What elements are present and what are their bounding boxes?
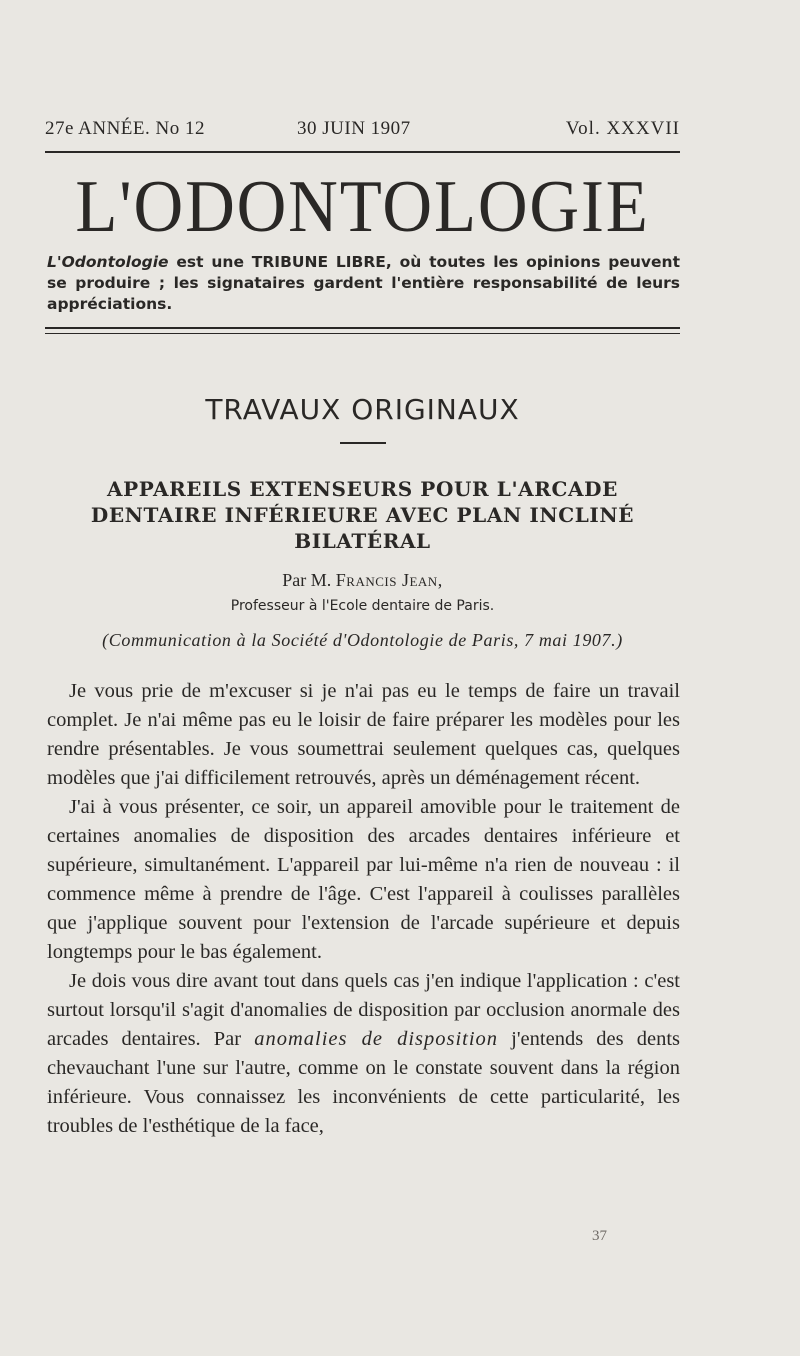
byline [45,570,680,591]
section-divider [340,442,386,444]
section-title: TRAVAUX ORIGINAUX [205,393,520,426]
editorial-disclaimer [47,252,680,315]
article-title: APPAREILS EXTENSEURS POUR L'ARCADE DENTAIRE INFÉRIEURE AVEC PLAN INCLINÉ BILATÉRAL [90,477,635,553]
communication-note: (Communication à la Société d'Odontologie de Paris, 7 mai 1907.) [102,630,623,650]
paragraph-3-end: j'entends des dents chevauchant l'une sur l'autre, comme on le constate souvent dans la région inférieure. Vous connaissez les inconvénients de cette particularité, les troubles de l'esthétique de la face, [47,1028,680,1137]
header-rule [45,151,680,153]
paragraph-3-emphasis: anomalies de disposition [254,1028,499,1050]
year-issue: 27e ANNÉE. No 12 [45,118,205,139]
issue-date: 30 JUIN 1907 [297,118,411,139]
article-body [47,677,680,1141]
paragraph-2: J'ai à vous présenter, ce soir, un appareil amovible pour le traitement de certaines anomalies de disposition des arcades dentaires inférieure et supérieure, simultanément. L'appareil par lui-même n'a rien de nouveau : il commence même à prendre de l'âge. C'est l'appareil à coulisses parallèles que j'applique souvent pour l'extension de l'arcade supérieure et depuis longtemps pour le bas également. [47,796,680,963]
page-number: 37 [592,1228,607,1244]
author-affiliation: Professeur à l'Ecole dentaire de Paris. [230,598,495,614]
author-name: Francis Jean, [335,570,443,590]
paragraph-3 [47,967,680,1141]
disclaimer-text: est une TRIBUNE LIBRE, où toutes les opinions peuvent se produire ; les signataires gardent l'entière responsabilité de leurs appréciations. [47,253,680,313]
running-header [45,118,680,144]
disclaimer-journal-name: L'Odontologie [47,253,169,271]
double-rule-bottom [45,333,680,334]
journal-title: L'ODONTOLOGIE [75,166,650,248]
paragraph-1: Je vous prie de m'excuser si je n'ai pas eu le temps de faire un travail complet. Je n'ai même pas eu le loisir de faire préparer les modèles pour les rendre présentables. Je vous soumettrai seulement quelques cas, quelques modèles que j'ai difficilement retrouvés, après un déménagement récent. [47,680,680,789]
byline-prefix: Par M. [282,570,336,590]
volume-number: Vol. XXXVII [565,118,680,139]
double-rule-top [45,327,680,329]
paragraph-3-start: Je dois vous dire avant tout dans quels cas j'en indique l'application : c'est surtout lorsqu'il s'agit d'anomalies de disposition par occlusion anormale des arcades dentaires. Par [47,970,680,1050]
